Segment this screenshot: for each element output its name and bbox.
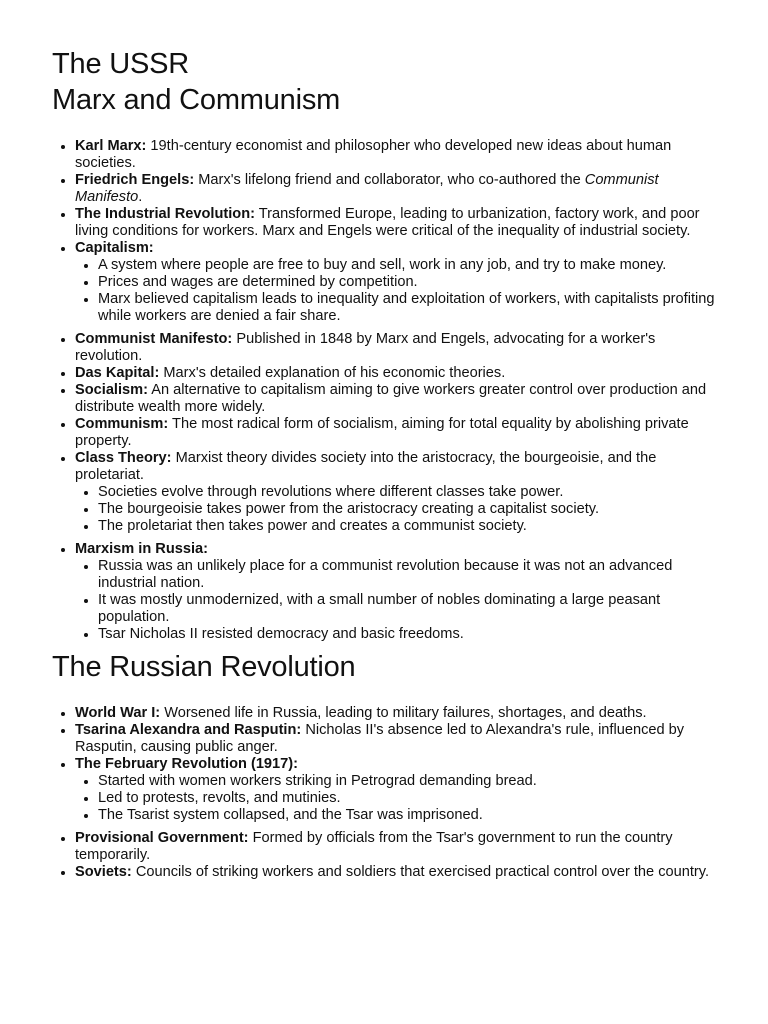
list-item — [75, 382, 716, 416]
list-item — [75, 240, 716, 325]
item-term: Das Kapital: — [75, 365, 160, 381]
item-text: Councils of striking workers and soldiers that exercised practical control over the country. — [131, 864, 710, 880]
bullet-list — [52, 138, 716, 643]
sub-list-item: • The Tsarist system collapsed, and the Tsar was imprisoned. — [98, 807, 716, 824]
item-term: Class Theory: — [75, 450, 172, 466]
item-term: Capitalism: — [75, 240, 154, 256]
list-item — [75, 365, 716, 382]
list-item — [75, 722, 716, 756]
list-item — [75, 331, 716, 365]
list-item — [75, 864, 716, 881]
item-text: Formed by officials from the Tsar's government to run the country temporarily. — [75, 830, 673, 863]
sub-list-item: • A system where people are free to buy and sell, work in any job, and try to make money. — [98, 257, 716, 274]
sub-list-item: • The bourgeoisie takes power from the aristocracy creating a capitalist society. — [98, 501, 716, 518]
sub-list-item: • Tsar Nicholas II resisted democracy and basic freedoms. — [98, 626, 716, 643]
page-title: The USSR — [52, 48, 189, 80]
sub-list-item: • Russia was an unlikely place for a communist revolution because it was not an advanced industrial nation. — [98, 558, 716, 592]
item-term: The Industrial Revolution: — [75, 206, 255, 222]
section-heading-marx: Marx and Communism — [52, 84, 341, 116]
item-term: Soviets: — [75, 864, 132, 880]
sub-bullet-list — [75, 257, 716, 325]
bullet-list — [52, 705, 716, 881]
item-text: Marx's detailed explanation of his economic theories. — [159, 365, 506, 381]
item-term: Marxism in Russia: — [75, 541, 209, 557]
item-term: Communist Manifesto: — [75, 331, 233, 347]
item-term: Karl Marx: — [75, 138, 147, 154]
item-term: Tsarina Alexandra and Rasputin: — [75, 722, 302, 738]
item-text: An alternative to capitalism aiming to give workers greater control over production and distribute wealth more widely. — [75, 382, 707, 415]
list-item — [75, 756, 716, 824]
item-text: Nicholas II's absence led to Alexandra's rule, influenced by Rasputin, causing public anger. — [75, 722, 685, 755]
item-text: Worsened life in Russia, leading to military failures, shortages, and deaths. — [160, 705, 647, 721]
item-text: Marxist theory divides society into the aristocracy, the bourgeoisie, and the proletariat. — [75, 450, 657, 483]
item-text-end: . — [138, 189, 143, 205]
item-term: World War I: — [75, 705, 161, 721]
list-item — [75, 705, 716, 722]
item-term: The February Revolution (1917): — [75, 756, 299, 772]
list-item — [75, 541, 716, 643]
sub-list-item: • Started with women workers striking in Petrograd demanding bread. — [98, 773, 716, 790]
list-item — [75, 206, 716, 240]
item-term: Communism: — [75, 416, 169, 432]
list-item — [75, 450, 716, 535]
item-text: Transformed Europe, leading to urbanization, factory work, and poor living conditions for workers. Marx and Engels were critical of the inequality of industrial society. — [75, 206, 700, 239]
item-text: Published in 1848 by Marx and Engels, advocating for a worker's revolution. — [75, 331, 656, 364]
sub-bullet-list — [75, 773, 716, 824]
sub-list-item: • Societies evolve through revolutions where different classes take power. — [98, 484, 716, 501]
item-term: Socialism: — [75, 382, 148, 398]
item-text: The most radical form of socialism, aiming for total equality by abolishing private property. — [75, 416, 689, 449]
list-item — [75, 830, 716, 864]
sub-list-item: • Marx believed capitalism leads to inequality and exploitation of workers, with capitalists profiting while workers are denied a fair share. — [98, 291, 716, 325]
item-italic-text: Communist Manifesto — [75, 172, 659, 205]
item-text: Marx's lifelong friend and collaborator, who co-authored the — [194, 172, 585, 188]
item-term: Provisional Government: — [75, 830, 249, 846]
sub-list-item: • The proletariat then takes power and creates a communist society. — [98, 518, 716, 535]
item-text: 19th-century economist and philosopher who developed new ideas about human societies. — [75, 138, 672, 171]
sub-bullet-list — [75, 484, 716, 535]
list-item — [75, 138, 716, 172]
sub-list-item: • It was mostly unmodernized, with a small number of nobles dominating a large peasant population. — [98, 592, 716, 626]
sub-bullet-list — [75, 558, 716, 643]
list-item — [75, 172, 716, 206]
list-item — [75, 416, 716, 450]
sub-list-item: • Prices and wages are determined by competition. — [98, 274, 716, 291]
sub-list-item: • Led to protests, revolts, and mutinies. — [98, 790, 716, 807]
section-heading-revolution: The Russian Revolution — [52, 651, 356, 683]
item-term: Friedrich Engels: — [75, 172, 195, 188]
